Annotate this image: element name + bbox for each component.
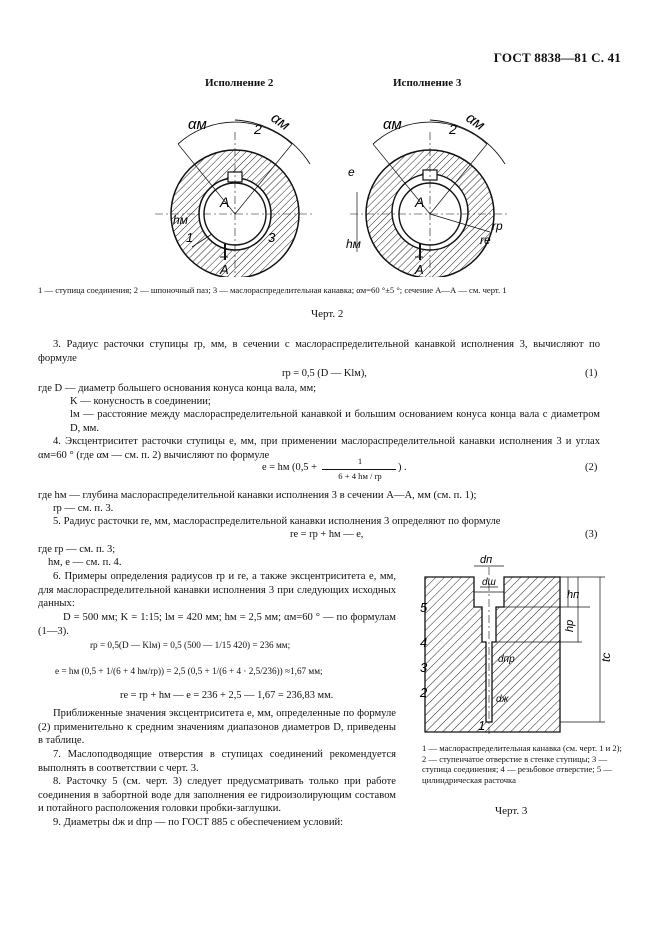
- hn-label: hп: [567, 589, 580, 601]
- hm-label-v2: hм: [173, 213, 188, 227]
- where-1-l: lм — расстояние между маслораспределительной канавкой и большим основанием конуса конца вала с диаметром D, мм.: [70, 409, 600, 434]
- section-a-label-v2: A: [220, 194, 230, 210]
- where-3-h: hм, е — см. п. 4.: [48, 557, 122, 568]
- paragraph-6-conclusion: Приближенные значения эксцентриситета е, мм, определенные по формуле (2) применительно к средним значениям диапазонов диаметров D, приведены в таблице.: [38, 708, 396, 747]
- where-1-k: K — конусность в соединении;: [70, 396, 211, 407]
- dzh-label: dж: [496, 694, 509, 705]
- where-1-d: где D — диаметр большего основания конуса конца вала, мм;: [38, 383, 317, 394]
- paragraph-6: 6. Примеры определения радиусов rр и rе, а также эксцентриситета е, мм, для маслораспределительной канавки исполнения 3 при следующих исходных данных:: [38, 571, 396, 610]
- paragraph-9: 9. Диаметры dж и dпр — по ГОСТ 885 с обеспечением условий:: [53, 817, 344, 828]
- callout-1: 1: [478, 718, 486, 733]
- alpha-label-v3a: αм: [383, 116, 402, 133]
- e-label-v3: e: [348, 165, 355, 179]
- re-label-v3: rе: [480, 233, 491, 247]
- formula-3-number: (3): [585, 529, 598, 540]
- section-a-bottom-v3: A: [415, 262, 424, 277]
- paragraph-8: 8. Расточку 5 (см. черт. 3) следует предусматривать только при работе соединения в забортной воде для заполнения ее гидроизолирующим составом и потайного расположения головки пробки-заглушки.: [38, 776, 396, 815]
- example-2: е = hм (0,5 + 1/(6 + 4 hм/rр)) = 2,5 (0,5 + 1/(6 + 4 · 2,5/236)) ≈1,67 мм;: [55, 666, 323, 676]
- hp-label: hр: [564, 619, 576, 632]
- variant-2-section: [155, 109, 315, 277]
- figure-3-drawing: [410, 552, 625, 737]
- callout-3-v2: 3: [268, 230, 276, 245]
- alpha-label-v3b: αм: [462, 109, 488, 135]
- example-1: rр = 0,5(D — Klм) = 0,5 (500 — 1/15 420) = 236 мм;: [90, 640, 291, 650]
- callout-4: 4: [420, 635, 428, 650]
- callout-2-v3: 2: [449, 121, 457, 137]
- alpha-label-v2b: αм: [267, 109, 293, 135]
- figure-2-label: Черт. 2: [311, 308, 344, 320]
- paragraph-4: 4. Эксцентриситет расточки ступицы е, мм, при применении маслораспределительной канавки исполнения 3 и углах αм=60 ° (где αм — см. п. 2) вычисляют по формуле: [38, 436, 600, 461]
- ts-label: tс: [599, 652, 613, 662]
- figure-2-drawing: [150, 92, 520, 277]
- formula-2-number: (2): [585, 462, 598, 473]
- variant-2-title: Исполнение 2: [205, 77, 274, 89]
- callout-1-v2: 1: [186, 230, 194, 245]
- paragraph-5: 5. Радиус расточки rе, мм, маслораспределительной канавки исполнения 3 определяют по формуле: [53, 516, 501, 527]
- formula-2-left: е = hм (0,5 +: [262, 462, 317, 473]
- example-3: rе = rр + hм — е = 236 + 2,5 — 1,67 = 236,83 мм.: [120, 690, 334, 701]
- hm-label-v3: hм: [346, 237, 361, 251]
- dn-label: dп: [480, 554, 493, 566]
- formula-2-denominator: 6 + 4 hм / rр: [338, 471, 382, 481]
- dpr-label: dпр: [498, 654, 515, 665]
- rp-label-v3: rр: [492, 219, 503, 233]
- figure-3-label: Черт. 3: [495, 805, 528, 817]
- callout-2-v2: 2: [254, 121, 262, 137]
- formula-2-right: ) .: [398, 462, 407, 473]
- callout-5: 5: [420, 600, 428, 615]
- variant-3-title: Исполнение 3: [393, 77, 462, 89]
- where-2-r: rр — см. п. 3.: [53, 503, 114, 514]
- figure-3-caption: 1 — маслораспределительная канавка (см. черт. 1 и 2); 2 — ступенчатое отверстие в стенке ступицы; 3 — ступица соединения; 4 — резьбовое отверстие; 5 — цилиндрическая расточка: [422, 743, 622, 786]
- section-a-bottom-v2: A: [220, 262, 229, 277]
- where-2-h: где hм — глубина маслораспределительной канавки исполнения 3 в сечении А—А, мм (см. п. 1);: [38, 490, 477, 501]
- variant-3-section: [346, 109, 510, 277]
- formula-2-fraction-bar: [322, 469, 396, 470]
- callout-3: 3: [420, 660, 428, 675]
- dsh-label: dш: [482, 577, 496, 588]
- formula-3: rе = rр + hм — е,: [290, 529, 364, 540]
- figure-2-caption: 1 — ступица соединения; 2 — шпоночный паз; 3 — маслораспределительная канавка; αм=60 °±5 °; сечение А—А — см. черт. 1: [38, 285, 507, 295]
- page-header: ГОСТ 8838—81 С. 41: [493, 50, 621, 65]
- callout-2: 2: [420, 685, 428, 700]
- where-3-r: где rр — см. п. 3;: [38, 544, 116, 555]
- formula-2-numerator: 1: [357, 456, 363, 466]
- paragraph-3: 3. Радиус расточки ступицы rр, мм, в сечении с маслораспределительной канавкой исполнения 3, вычисляют по формуле: [38, 339, 600, 364]
- paragraph-6-data: D = 500 мм; K = 1:15; lм = 420 мм; hм = 2,5 мм; αм=60 ° — по формулам (1—3).: [38, 612, 396, 637]
- alpha-label-v2a: αм: [188, 116, 207, 133]
- formula-1: rр = 0,5 (D — Klм),: [282, 368, 367, 379]
- paragraph-7: 7. Маслоподводящие отверстия в ступицах соединений рекомендуется выполнять в соответствии с черт. 3.: [38, 749, 396, 774]
- formula-1-number: (1): [585, 368, 598, 379]
- section-a-label-v3: A: [415, 194, 425, 210]
